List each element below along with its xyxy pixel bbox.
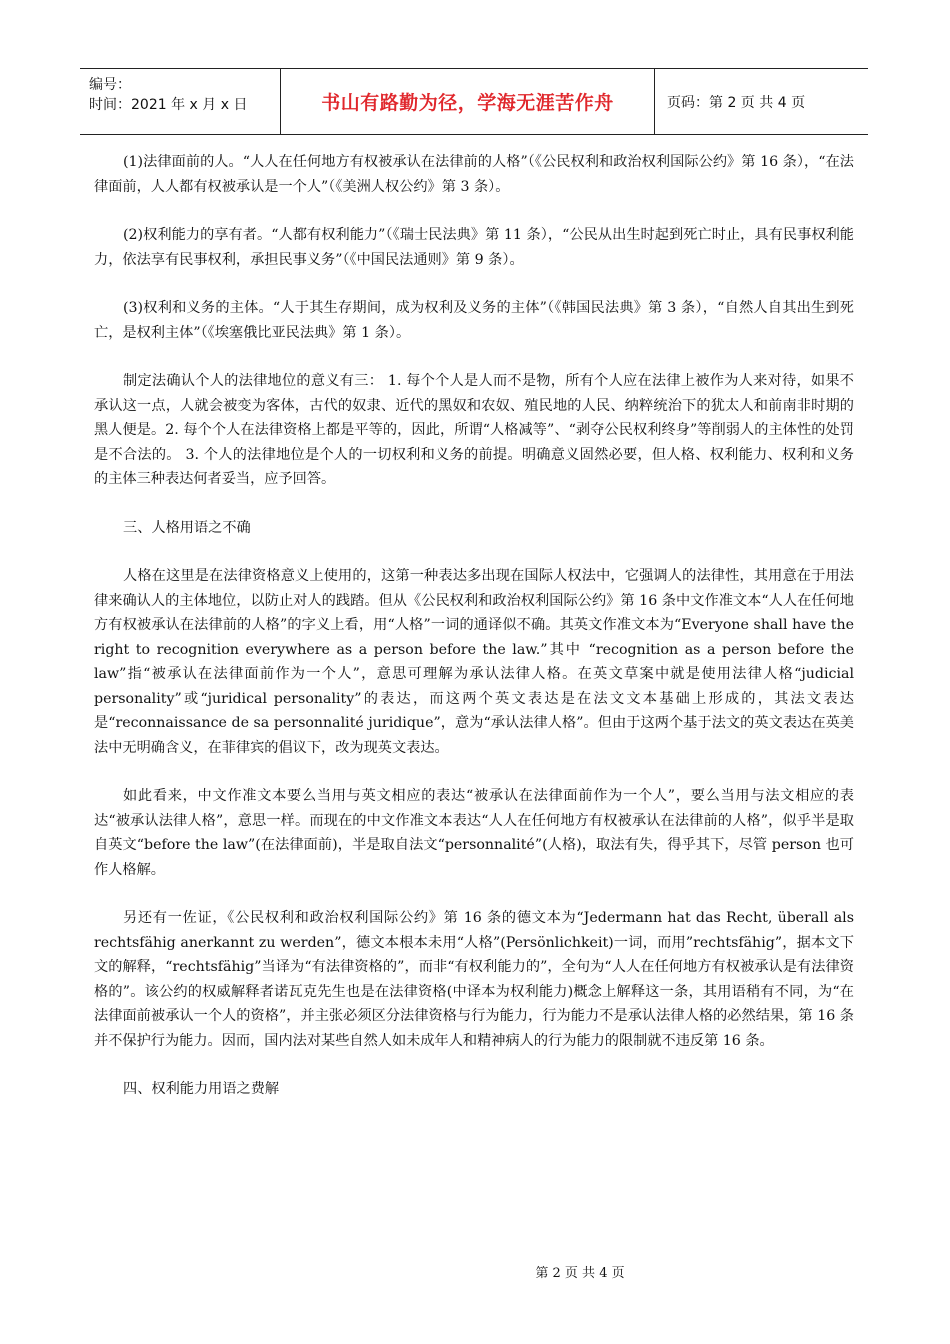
header-motto: 书山有路勤为径，学海无涯苦作舟	[281, 69, 655, 134]
paragraph: 另还有一佐证，《公民权利和政治权利国际公约》第 16 条的德文本为“Jedermann hat das Recht, überall als rechtsfähig anerkannt zu werden”，德文本根本未用“人格”(Persönlichkeit)一词，而用”rechtsfähig”，据本文下文的解释，“rechtsfähig”当译为“有法律资格的”，而非“有权利能力的”，全句为“人人在任何地方有权被承认是有法律资格的”。该公约的权威解释者诺瓦克先生也是在法律资格(中译本为权利能力)概念上解释这一条，其用语稍有不同，为“在法律面前被承认一个人的资格”，并主张必须区分法律资格与行为能力，行为能力不是承认法律人格的必然结果，第 16 条并不保护行为能力。因而，国内法对某些自然人如未成年人和精神病人的行为能力的限制就不违反第 16 条。	[94, 910, 854, 1049]
document-body	[94, 150, 854, 1126]
footer-page-number: 第 2 页 共 4 页	[535, 1266, 625, 1281]
document-number-label: 编号：	[89, 77, 131, 93]
paragraph: (1)法律面前的人。“人人在任何地方有权被承认在法律前的人格”（《公民权利和政治权利国际公约》第 16 条），“在法律面前，人人都有权被承认是一个人”（《美洲人权公约》第 3 条）。	[94, 154, 854, 195]
page-footer	[0, 1262, 950, 1281]
document-time-label: 时间：2021 年 x 月 x 日	[89, 97, 248, 113]
section-heading: 三、人格用语之不确	[123, 519, 251, 536]
paragraph: 制定法确认个人的法律地位的意义有三： 1. 每个个人是人而不是物，所有个人应在法律上被作为人来对待，如果不承认这一点，人就会被变为客体，古代的奴隶、近代的黑奴和农奴、殖民地的人民、纳粹统治下的犹太人和前南非时期的黑人便是。2. 每个个人在法律资格上都是平等的，因此，所谓“人格减等”、“剥夺公民权利终身”等削弱人的主体性的处罚是不合法的。 3. 个人的法律地位是个人的一切权利和义务的前提。明确意义固然必要，但人格、权利能力、权利和义务的主体三种表达何者妥当，应予回答。	[94, 373, 854, 487]
paragraph: 如此看来，中文作准文本要么当用与英文相应的表达“被承认在法律面前作为一个人”，要么当用与法文相应的表达“被承认法律人格”，意思一样。而现在的中文作准文本表达“人人在任何地方有权被承认在法律前的人格”，似乎半是取自英文“before the law”(在法律面前)，半是取自法文“personnalité”(人格)，取法有失，得乎其下，尽管 person 也可作人格解。	[94, 788, 854, 878]
paragraph: 人格在这里是在法律资格意义上使用的，这第一种表达多出现在国际人权法中，它强调人的法律性，其用意在于用法律来确认人的主体地位，以防止对人的践踏。但从《公民权利和政治权利国际公约》第 16 条中文作准文本“人人在任何地方有权被承认在法律前的人格”的字义上看，用“人格”一词的通译似不确。其英文作准文本为“Everyone shall have the right to recognition everywhere as a person before the law.”其中 “recognition as a person before the law”指“被承认在法律面前作为一个人”，意思可理解为承认法律人格。在英文草案中就是使用法律人格“judicial personality”或“juridical personality”的表达，而这两个英文表达是在法文文本基础上形成的，其法文表达是“reconnaissance de sa personnalité juridique”，意为“承认法律人格”。但由于这两个基于法文的英文表达在英美法中无明确含义，在菲律宾的倡议下，改为现英文表达。	[94, 568, 854, 756]
section-heading: 四、权利能力用语之费解	[123, 1081, 280, 1097]
document-header	[80, 68, 868, 135]
header-page-label: 页码：第 2 页 共 4 页	[667, 94, 806, 111]
paragraph: (3)权利和义务的主体。“人于其生存期间，成为权利及义务的主体”（《韩国民法典》第 3 条），“自然人自其出生到死亡，是权利主体”（《埃塞俄比亚民法典》第 1 条）。	[94, 300, 854, 341]
paragraph: (2)权利能力的享有者。“人都有权利能力”（《瑞士民法典》第 11 条），“公民从出生时起到死亡时止，具有民事权利能力，依法享有民事权利，承担民事义务”（《中国民法通则》第 9 条）。	[94, 227, 854, 268]
header-meta	[80, 69, 281, 134]
